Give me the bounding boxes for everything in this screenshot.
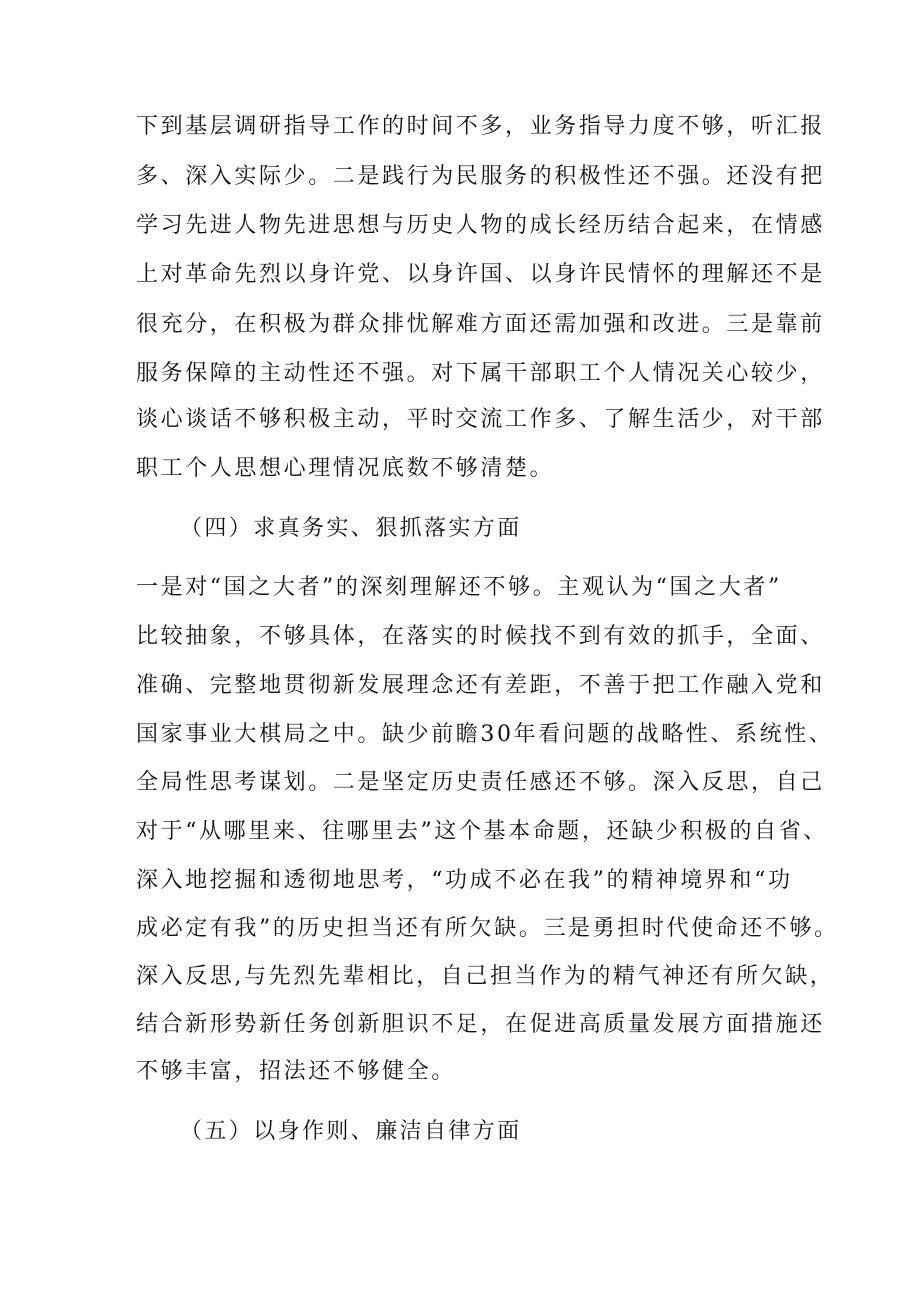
paragraph-2-line-7: 深入地挖掘和透彻地思考，“功成不必在我”的精神境界和“功 — [136, 868, 793, 893]
paragraph-2-line-8: 成必定有我”的历史担当还有所欠缺。三是勇担时代使命还不够。 — [136, 916, 839, 941]
paragraph-2-line-5: 全局性思考谋划。二是坚定历史责任感还不够。深入反思，自己 — [136, 770, 825, 795]
paragraph-1-line-2: 多、深入实际少。二是践行为民服务的积极性还不强。还没有把 — [136, 164, 825, 189]
paragraph-2-line-3: 准确、完整地贯彻新发展理念还有差距，不善于把工作融入党和 — [136, 673, 825, 698]
section-heading-5: （五）以身作则、廉洁自律方面 — [180, 1119, 522, 1144]
paragraph-2-line-4: 国家事业大棋局之中。缺少前瞻30年看问题的战略性、系统性、 — [136, 722, 834, 747]
paragraph-2-line-9: 深入反思,与先烈先辈相比，自己担当作为的精气神还有所欠缺， — [136, 964, 835, 989]
paragraph-2-line-6: 对于“从哪里来、往哪里去”这个基本命题，还缺少积极的自省、 — [136, 819, 828, 844]
paragraph-2-line-1: 一是对“国之大者”的深刻理解还不够。主观认为“国之大者” — [136, 575, 782, 600]
paragraph-1-line-6: 服务保障的主动性还不强。对下属干部职工个人情况关心较少， — [136, 361, 825, 386]
paragraph-2-line-11: 不够丰富，招法还不够健全。 — [136, 1059, 456, 1084]
paragraph-1-line-7: 谈心谈话不够积极主动，平时交流工作多、了解生活少，对干部 — [136, 407, 825, 432]
paragraph-1-line-3: 学习先进人物先进思想与历史人物的成长经历结合起来，在情感 — [136, 213, 825, 238]
paragraph-1-line-8: 职工个人思想心理情况底数不够清楚。 — [136, 456, 555, 481]
paragraph-1-line-4: 上对革命先烈以身许党、以身许国、以身许民情怀的理解还不是 — [136, 262, 825, 287]
paragraph-2-line-2: 比较抽象，不够具体，在落实的时候找不到有效的抓手，全面、 — [136, 624, 825, 649]
section-heading-4: （四）求真务实、狠抓落实方面 — [180, 516, 522, 541]
paragraph-1-line-1: 下到基层调研指导工作的时间不多，业务指导力度不够，听汇报 — [136, 114, 825, 139]
paragraph-1-line-5: 很充分，在积极为群众排忧解难方面还需加强和改进。三是靠前 — [136, 312, 825, 337]
paragraph-2-line-10: 结合新形势新任务创新胆识不足，在促进高质量发展方面措施还 — [136, 1012, 825, 1037]
